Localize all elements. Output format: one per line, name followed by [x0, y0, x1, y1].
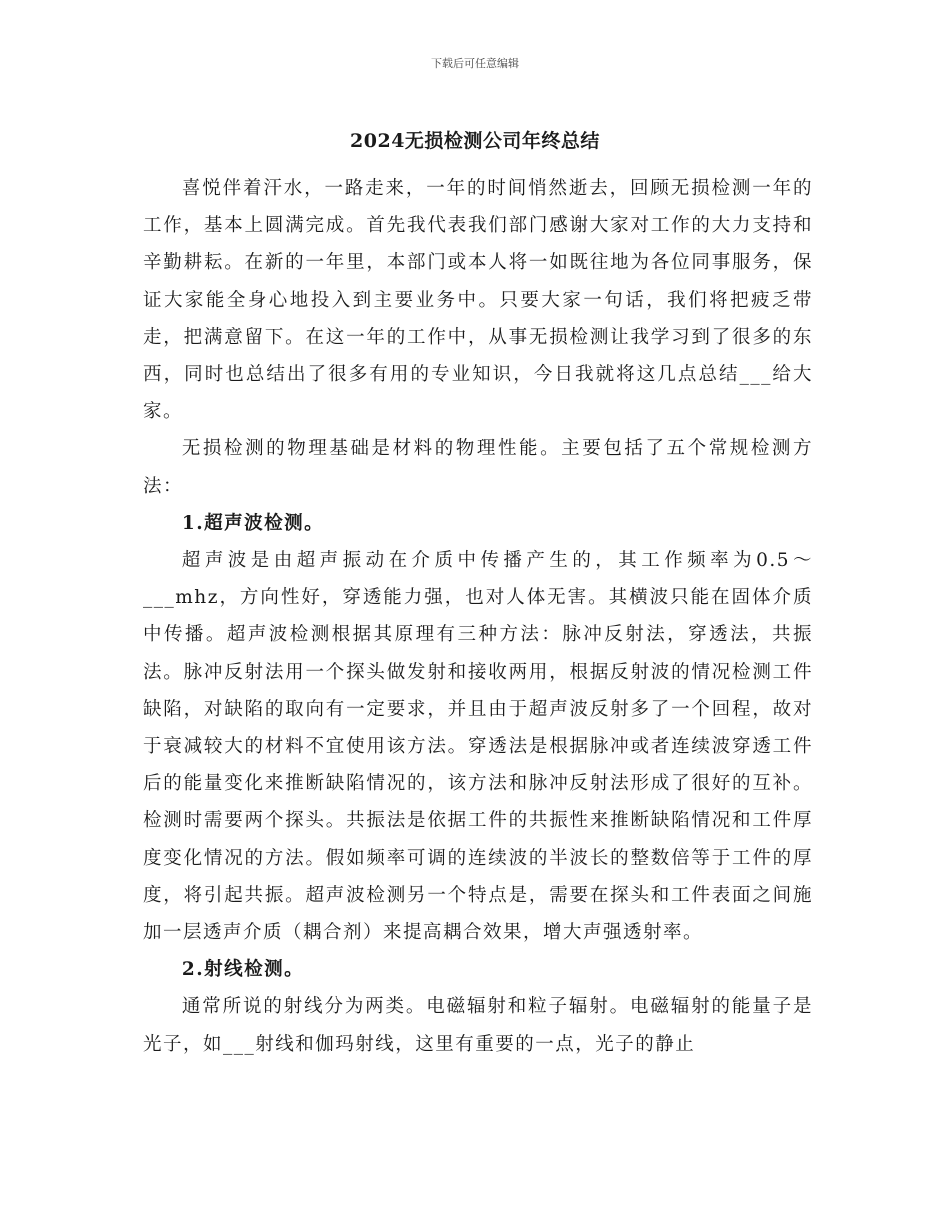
paragraph-methods-intro: 无损检测的物理基础是材料的物理性能。主要包括了五个常规检测方法： [143, 438, 813, 497]
document-title: 2024无损检测公司年终总结 [350, 130, 600, 152]
paragraph-ultrasonic: 超声波是由超声振动在介质中传播产生的，其工作频率为0.5～___mhz，方向性好，穿透能力强，也对人体无害。其横波只能在固体介质中传播。超声波检测根据其原理有三种方法：脉冲反射法，穿透法，共振法。脉冲反射法用一个探头做发射和接收两用，根据反射波的情况检测工件缺陷，对缺陷的取向有一定要求，并且由于超声波反射多了一个回程，故对于衰减较大的材料不宜使用该方法。穿透法是根据脉冲或者连续波穿透工件后的能量变化来推断缺陷情况的，该方法和脉冲反射法形成了很好的互补。检测时需要两个探头。共振法是依据工件的共振性来推断缺陷情况和工件厚度变化情况的方法。假如频率可调的连续波的半波长的整数倍等于工件的厚度，将引起共振。超声波检测另一个特点是，需要在探头和工件表面之间施加一层透声介质（耦合剂）来提高耦合效果，增大声强透射率。 [143, 550, 813, 944]
header-note: 下载后可任意编辑 [431, 57, 519, 70]
section-heading-radiographic: 2.射线检测。 [181, 959, 305, 981]
document-body [143, 170, 813, 1063]
paragraph-radiographic: 通常所说的射线分为两类。电磁辐射和粒子辐射。电磁辐射的能量子是光子，如___射线和伽玛射线，这里有重要的一点，光子的静止 [143, 996, 813, 1055]
section-heading-ultrasonic: 1.超声波检测。 [181, 512, 325, 534]
paragraph-intro: 喜悦伴着汗水，一路走来，一年的时间悄然逝去，回顾无损检测一年的工作，基本上圆满完成。首先我代表我们部门感谢大家对工作的大力支持和辛勤耕耘。在新的一年里，本部门或本人将一如既往地为各位同事服务，保证大家能全身心地投入到主要业务中。只要大家一句话，我们将把疲乏带走，把满意留下。在这一年的工作中，从事无损检测让我学习到了很多的东西，同时也总结出了很多有用的专业知识，今日我就将这几点总结___给大家。 [143, 178, 813, 423]
